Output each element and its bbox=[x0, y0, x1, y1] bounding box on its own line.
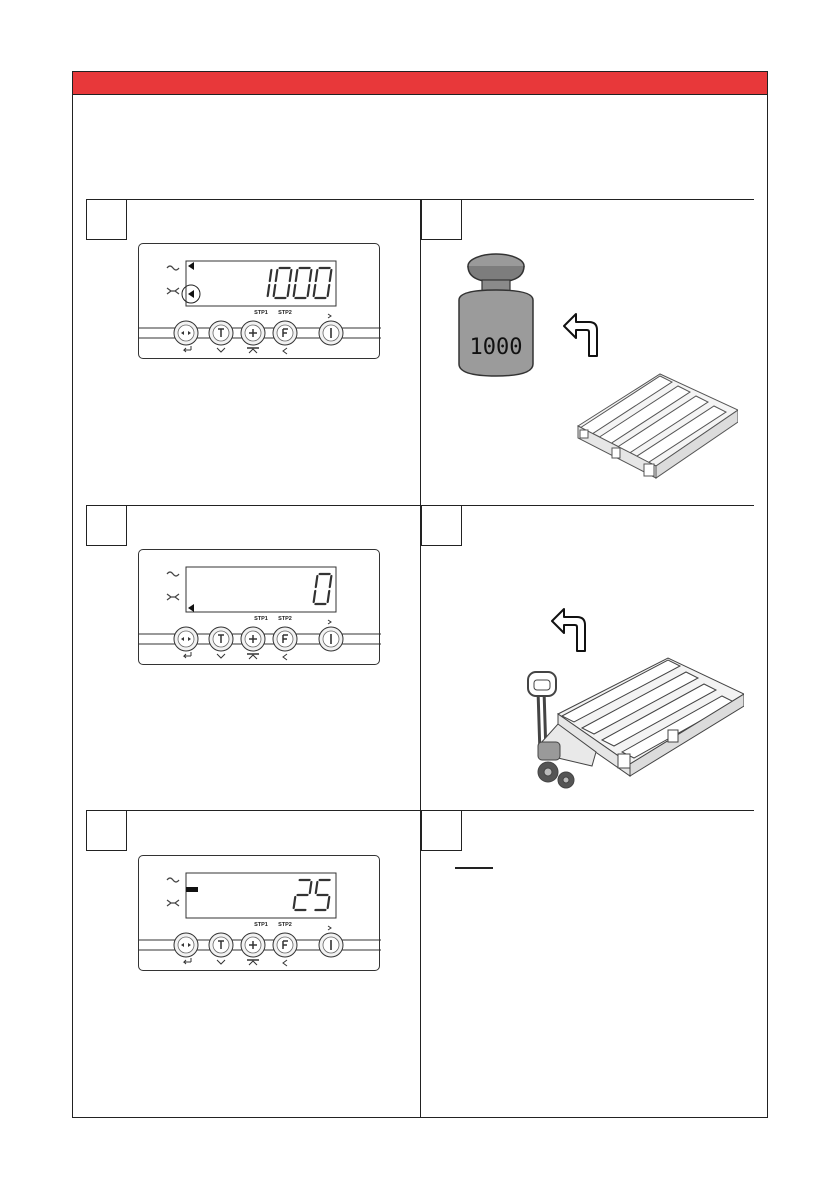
zero-button-icon bbox=[174, 321, 198, 345]
segment bbox=[290, 270, 292, 281]
step-box-5 bbox=[86, 810, 127, 851]
stp1-label: STP1 bbox=[254, 310, 268, 316]
down-icon bbox=[217, 654, 225, 658]
step-box-4 bbox=[421, 505, 462, 546]
power-mark-icon bbox=[328, 926, 331, 930]
column-divider bbox=[420, 199, 421, 1118]
underline-mark bbox=[455, 867, 493, 869]
stp2-label: STP2 bbox=[278, 922, 292, 928]
stp2-label: STP2 bbox=[278, 310, 292, 316]
power-mark-icon bbox=[328, 314, 331, 318]
step-box-6 bbox=[421, 810, 462, 851]
lcd-window bbox=[186, 567, 336, 612]
zero-button-icon bbox=[174, 627, 198, 651]
segment bbox=[314, 285, 316, 296]
button-inner bbox=[178, 937, 194, 953]
step-box-2 bbox=[421, 199, 462, 240]
weight-icon bbox=[455, 252, 537, 382]
zero-indicator-icon bbox=[167, 594, 179, 600]
segment bbox=[274, 285, 276, 296]
terminal-panel-2 bbox=[138, 549, 380, 665]
enter-icon bbox=[184, 958, 191, 964]
segment bbox=[328, 897, 330, 908]
button-inner bbox=[178, 325, 194, 341]
power-mark-icon bbox=[328, 620, 331, 624]
left-icon bbox=[283, 654, 287, 660]
segment bbox=[288, 285, 290, 296]
stability-icon bbox=[167, 572, 179, 576]
segment bbox=[330, 576, 332, 587]
lcd-window bbox=[186, 873, 336, 918]
enter-icon bbox=[184, 346, 191, 352]
segment bbox=[296, 270, 298, 281]
header-bar bbox=[73, 72, 767, 95]
stp1-label: STP1 bbox=[254, 616, 268, 622]
button-inner bbox=[178, 631, 194, 647]
down-icon bbox=[217, 348, 225, 352]
step-box-3 bbox=[86, 505, 127, 546]
pallet-icon bbox=[572, 368, 738, 480]
segment bbox=[308, 285, 310, 296]
segment bbox=[294, 285, 296, 296]
segment bbox=[316, 576, 318, 587]
segment bbox=[314, 591, 316, 602]
stp1-label: STP1 bbox=[254, 922, 268, 928]
segment bbox=[310, 270, 312, 281]
segment bbox=[330, 270, 332, 281]
segment bbox=[294, 897, 296, 908]
down-icon bbox=[217, 960, 225, 964]
step-box-1 bbox=[86, 199, 127, 240]
zero-button-icon bbox=[174, 933, 198, 957]
left-icon bbox=[283, 348, 287, 354]
zero-indicator-icon bbox=[167, 900, 179, 906]
up-icon bbox=[249, 655, 257, 659]
up-icon bbox=[249, 349, 257, 353]
segment bbox=[310, 882, 312, 893]
segment bbox=[268, 285, 270, 296]
up-icon bbox=[249, 961, 257, 965]
segment bbox=[328, 591, 330, 602]
segment bbox=[328, 285, 330, 296]
lcd-window bbox=[186, 261, 336, 306]
zero-indicator-icon bbox=[167, 288, 179, 294]
stability-icon bbox=[167, 266, 179, 270]
segment bbox=[316, 882, 318, 893]
pallet-truck-icon bbox=[518, 654, 744, 804]
segment bbox=[316, 270, 318, 281]
stability-icon bbox=[167, 878, 179, 882]
return-arrow-icon bbox=[562, 310, 612, 358]
indicator-bar bbox=[186, 887, 198, 892]
segment bbox=[276, 270, 278, 281]
terminal-panel-1 bbox=[138, 243, 380, 359]
weight-label: 1000 bbox=[469, 335, 523, 360]
return-arrow-icon-2 bbox=[550, 605, 600, 653]
left-icon bbox=[283, 960, 287, 966]
segment bbox=[270, 270, 272, 281]
enter-icon bbox=[184, 652, 191, 658]
stp2-label: STP2 bbox=[278, 616, 292, 622]
terminal-panel-3 bbox=[138, 855, 380, 971]
